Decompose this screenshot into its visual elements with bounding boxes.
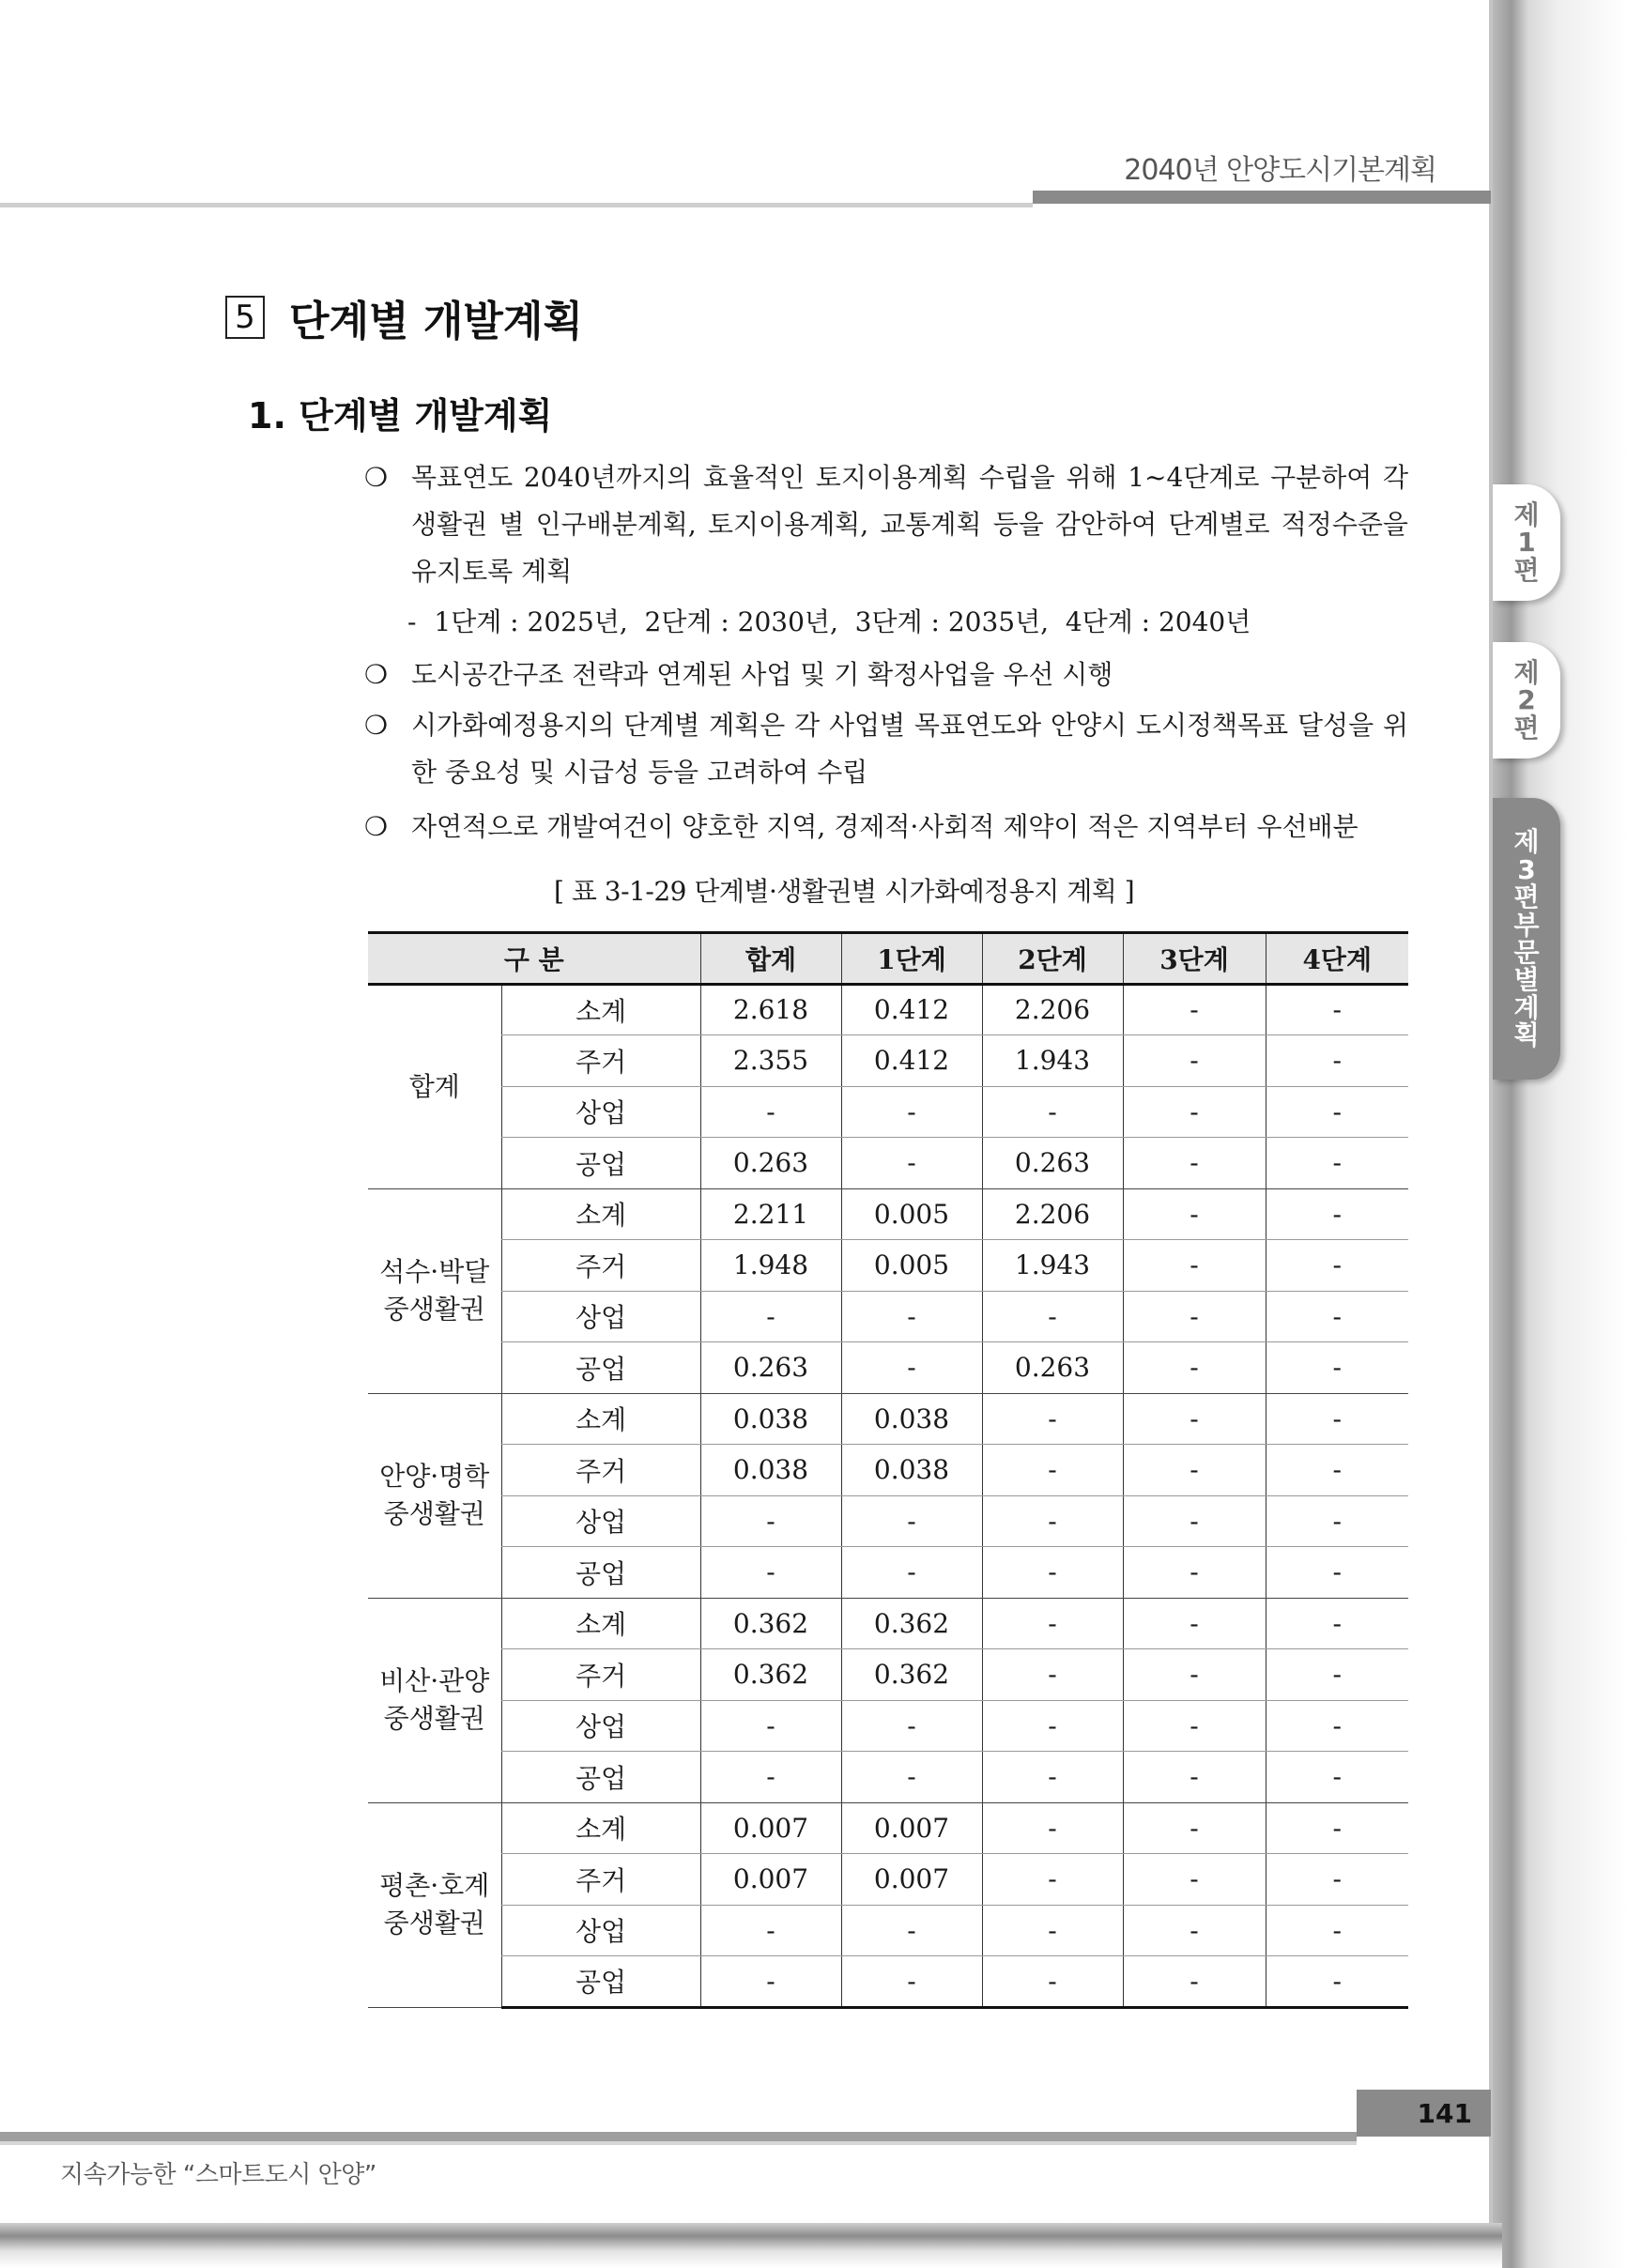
value-cell: - [1123,1138,1266,1189]
bullet-paragraph [366,804,1408,850]
header-stage-3: 3단계 [1123,933,1266,985]
value-cell: - [841,1700,982,1752]
region-name-line: 평촌·호계 [379,1870,490,1901]
value-cell: - [982,1905,1123,1956]
landuse-type-cell: 소계 [501,1802,700,1854]
value-cell: - [841,1547,982,1599]
landuse-type-cell: 상업 [501,1700,700,1752]
stage-plan-table [368,931,1408,2009]
value-cell: - [1123,1956,1266,2008]
value-cell: - [841,1086,982,1138]
value-cell: - [982,1649,1123,1701]
region-name-line: 중생활권 [383,1294,485,1325]
table-row [368,1240,1408,1292]
paragraph-text: 자연적으로 개발여건이 양호한 지역, 경제적·사회적 제약이 적은 지역부터 우선배분 [411,811,1358,842]
landuse-type-cell: 소계 [501,984,700,1035]
landuse-type-cell: 주거 [501,1445,700,1496]
bullet-circle-icon: ❍ [364,710,389,741]
region-name-line: 중생활권 [383,1703,485,1734]
value-cell: - [700,1086,841,1138]
table-header-row [368,933,1408,985]
side-tab-label: 제 [1513,826,1540,858]
table-row [368,1598,1408,1649]
value-cell: - [1266,1291,1408,1342]
landuse-type-cell: 소계 [501,1393,700,1445]
side-tab-label: 1 [1517,527,1536,559]
value-cell: - [841,1495,982,1547]
table-row [368,1035,1408,1087]
region-group-cell [368,1598,501,1802]
value-cell: 1.943 [982,1240,1123,1292]
value-cell: 2.206 [982,1188,1123,1240]
value-cell: - [841,1956,982,2008]
value-cell: - [1123,1905,1266,1956]
value-cell: - [1123,1802,1266,1854]
bullet-paragraph [366,651,1408,698]
landuse-type-cell: 상업 [501,1086,700,1138]
region-group-cell [368,1188,501,1393]
table-row [368,1495,1408,1547]
footer-rule [0,2132,1357,2141]
value-cell: - [1123,1649,1266,1701]
value-cell: 0.362 [841,1649,982,1701]
table-row [368,1547,1408,1599]
table-row [368,1905,1408,1956]
value-cell: 0.005 [841,1240,982,1292]
value-cell: - [1266,1956,1408,2008]
value-cell: - [1123,1086,1266,1138]
value-cell: 0.038 [700,1393,841,1445]
value-cell: - [1266,1188,1408,1240]
paragraph-text: 목표연도 2040년까지의 효율적인 토지이용계획 수립을 위해 1~4단계로 구분하여 각 생활권 별 인구배분계획, 토지이용계획, 교통계획 등을 감안하여 단계별로 적정수준을 유지토록 계획 [411,462,1408,587]
value-cell: - [1266,984,1408,1035]
value-cell: 0.263 [700,1138,841,1189]
value-cell: - [1266,1342,1408,1394]
value-cell: 0.263 [982,1342,1123,1394]
value-cell: - [1123,1342,1266,1394]
side-tab-label: 편 [1513,712,1540,743]
subsection-heading: 1. 단계별 개발계획 [248,395,553,437]
header-stage-1: 1단계 [841,933,982,985]
header-stage-4: 4단계 [1266,933,1408,985]
landuse-type-cell: 소계 [501,1188,700,1240]
value-cell: - [1266,1752,1408,1803]
value-cell: - [841,1752,982,1803]
value-cell: - [841,1138,982,1189]
side-tab-label: 문 [1513,937,1540,968]
value-cell: - [1266,1495,1408,1547]
value-cell: - [982,1547,1123,1599]
value-cell: - [982,1752,1123,1803]
landuse-type-cell: 주거 [501,1854,700,1906]
table-row [368,1188,1408,1240]
table-row [368,1854,1408,1906]
landuse-type-cell: 주거 [501,1649,700,1701]
value-cell: - [1266,1445,1408,1496]
value-cell: - [841,1291,982,1342]
value-cell: - [1123,1445,1266,1496]
region-group-cell [368,984,501,1188]
region-name-line: 중생활권 [383,1498,485,1529]
side-tab-label: 획 [1513,1019,1540,1051]
side-tab-label: 부 [1513,909,1540,941]
value-cell: - [982,1598,1123,1649]
landuse-type-cell: 상업 [501,1291,700,1342]
table-row [368,1138,1408,1189]
value-cell: - [841,1905,982,1956]
table-row [368,1445,1408,1496]
side-tab-label: 제 [1513,498,1540,530]
value-cell: - [1123,1035,1266,1087]
value-cell: - [700,1291,841,1342]
value-cell: 0.007 [700,1854,841,1906]
region-group-cell [368,1393,501,1598]
footer-slogan: 지속가능한 “스마트도시 안양” [60,2161,376,2189]
side-tab-label: 2 [1517,684,1536,716]
value-cell: 2.211 [700,1188,841,1240]
value-cell: 0.263 [982,1138,1123,1189]
table-row [368,1649,1408,1701]
header-category: 구 분 [368,933,700,985]
side-tab-label: 계 [1513,991,1540,1023]
side-tab-label: 제 [1513,656,1540,688]
value-cell: - [982,1291,1123,1342]
value-cell: - [1266,1138,1408,1189]
header-stage-2: 2단계 [982,933,1123,985]
value-cell: 0.007 [841,1802,982,1854]
landuse-type-cell: 공업 [501,1752,700,1803]
value-cell: 1.943 [982,1035,1123,1087]
value-cell: - [982,1956,1123,2008]
table-row [368,1393,1408,1445]
table-row [368,1342,1408,1394]
value-cell: 0.038 [841,1445,982,1496]
value-cell: - [1266,1905,1408,1956]
value-cell: - [1123,1598,1266,1649]
landuse-type-cell: 공업 [501,1138,700,1189]
section-number-box: 5 [225,296,265,339]
value-cell: - [700,1905,841,1956]
stage-years-text: 1단계 : 2025년, 2단계 : 2030년, 3단계 : 2035년, 4단계 : 2040년 [434,606,1251,637]
table-row [368,1802,1408,1854]
side-tab-part-3-active[interactable] [1493,798,1560,1080]
value-cell: - [1123,984,1266,1035]
value-cell: - [700,1700,841,1752]
value-cell: 0.412 [841,1035,982,1087]
table-row [368,1291,1408,1342]
value-cell: - [841,1342,982,1394]
value-cell: 0.412 [841,984,982,1035]
landuse-type-cell: 상업 [501,1495,700,1547]
section-title-text: 단계별 개발계획 [289,298,583,345]
document-header-title: 2040년 안양도시기본계획 [1124,154,1436,187]
value-cell: - [1123,1700,1266,1752]
value-cell: 1.948 [700,1240,841,1292]
page-edge-line [1489,0,1493,2234]
paragraph-text: 도시공간구조 전략과 연계된 사업 및 기 확정사업을 우선 시행 [411,659,1113,690]
side-tab-part-1[interactable] [1493,484,1560,601]
landuse-type-cell: 주거 [501,1035,700,1087]
value-cell: - [982,1802,1123,1854]
side-tab-label: 3 [1517,853,1536,885]
region-name-line: 비산·관양 [379,1665,490,1696]
value-cell: - [1123,1547,1266,1599]
stage-years-line [407,599,1251,646]
value-cell: - [1266,1802,1408,1854]
bullet-paragraph [366,702,1408,796]
value-cell: - [700,1547,841,1599]
value-cell: - [1123,1188,1266,1240]
bullet-circle-icon: ❍ [364,462,389,493]
dash-bullet: - [407,606,417,637]
value-cell: - [1266,1547,1408,1599]
page-bottom-shadow [0,2223,1502,2268]
value-cell: - [700,1752,841,1803]
landuse-type-cell: 주거 [501,1240,700,1292]
value-cell: - [1123,1393,1266,1445]
table-row [368,1956,1408,2008]
value-cell: 0.362 [700,1649,841,1701]
header-rule [0,203,1033,207]
value-cell: - [1266,1240,1408,1292]
value-cell: - [982,1495,1123,1547]
section-heading [225,287,583,347]
bullet-circle-icon: ❍ [364,811,389,842]
value-cell: 0.007 [841,1854,982,1906]
landuse-type-cell: 상업 [501,1905,700,1956]
value-cell: - [1266,1598,1408,1649]
page-edge-shadow [1491,0,1627,2268]
value-cell: - [1123,1240,1266,1292]
value-cell: - [1266,1854,1408,1906]
value-cell: 2.355 [700,1035,841,1087]
footer-rule-light [0,2141,1357,2145]
table-row [368,984,1408,1035]
table-caption: [ 표 3-1-29 단계별·생활권별 시가화예정용지 계획 ] [554,876,1135,907]
value-cell: - [1123,1752,1266,1803]
value-cell: 0.007 [700,1802,841,1854]
table-row [368,1752,1408,1803]
table-row [368,1700,1408,1752]
value-cell: 2.618 [700,984,841,1035]
value-cell: - [1266,1393,1408,1445]
side-tab-label: 편 [1513,881,1540,913]
value-cell: 0.362 [700,1598,841,1649]
value-cell: - [982,1445,1123,1496]
value-cell: - [1266,1086,1408,1138]
value-cell: 2.206 [982,984,1123,1035]
region-name-line: 안양·명학 [379,1461,490,1492]
landuse-type-cell: 공업 [501,1956,700,2008]
table-row [368,1086,1408,1138]
value-cell: 0.263 [700,1342,841,1394]
paragraph-text: 시가화예정용지의 단계별 계획은 각 사업별 목표연도와 안양시 도시정책목표 달성을 위한 중요성 및 시급성 등을 고려하여 수립 [411,710,1408,788]
value-cell: - [982,1854,1123,1906]
bullet-paragraph [366,454,1408,595]
side-tab-part-2[interactable] [1493,642,1560,759]
header-total: 합계 [700,933,841,985]
value-cell: - [1266,1649,1408,1701]
side-tab-label: 편 [1513,554,1540,586]
region-name-line: 석수·박달 [379,1256,490,1287]
value-cell: - [982,1393,1123,1445]
header-rule-accent [1033,191,1491,204]
value-cell: - [1123,1854,1266,1906]
value-cell: - [1266,1700,1408,1752]
value-cell: 0.005 [841,1188,982,1240]
side-tab-label: 별 [1513,964,1540,996]
value-cell: - [1123,1495,1266,1547]
value-cell: 0.038 [841,1393,982,1445]
region-name-line: 중생활권 [383,1908,485,1939]
region-group-cell [368,1802,501,2007]
value-cell: - [982,1086,1123,1138]
value-cell: 0.362 [841,1598,982,1649]
region-name-line: 합계 [408,1070,460,1102]
landuse-type-cell: 소계 [501,1598,700,1649]
value-cell: - [1123,1291,1266,1342]
value-cell: 0.038 [700,1445,841,1496]
landuse-type-cell: 공업 [501,1342,700,1394]
value-cell: - [982,1700,1123,1752]
value-cell: - [1266,1035,1408,1087]
page-number: 141 [1357,2090,1491,2137]
bullet-circle-icon: ❍ [364,659,389,690]
value-cell: - [700,1495,841,1547]
landuse-type-cell: 공업 [501,1547,700,1599]
value-cell: - [700,1956,841,2008]
